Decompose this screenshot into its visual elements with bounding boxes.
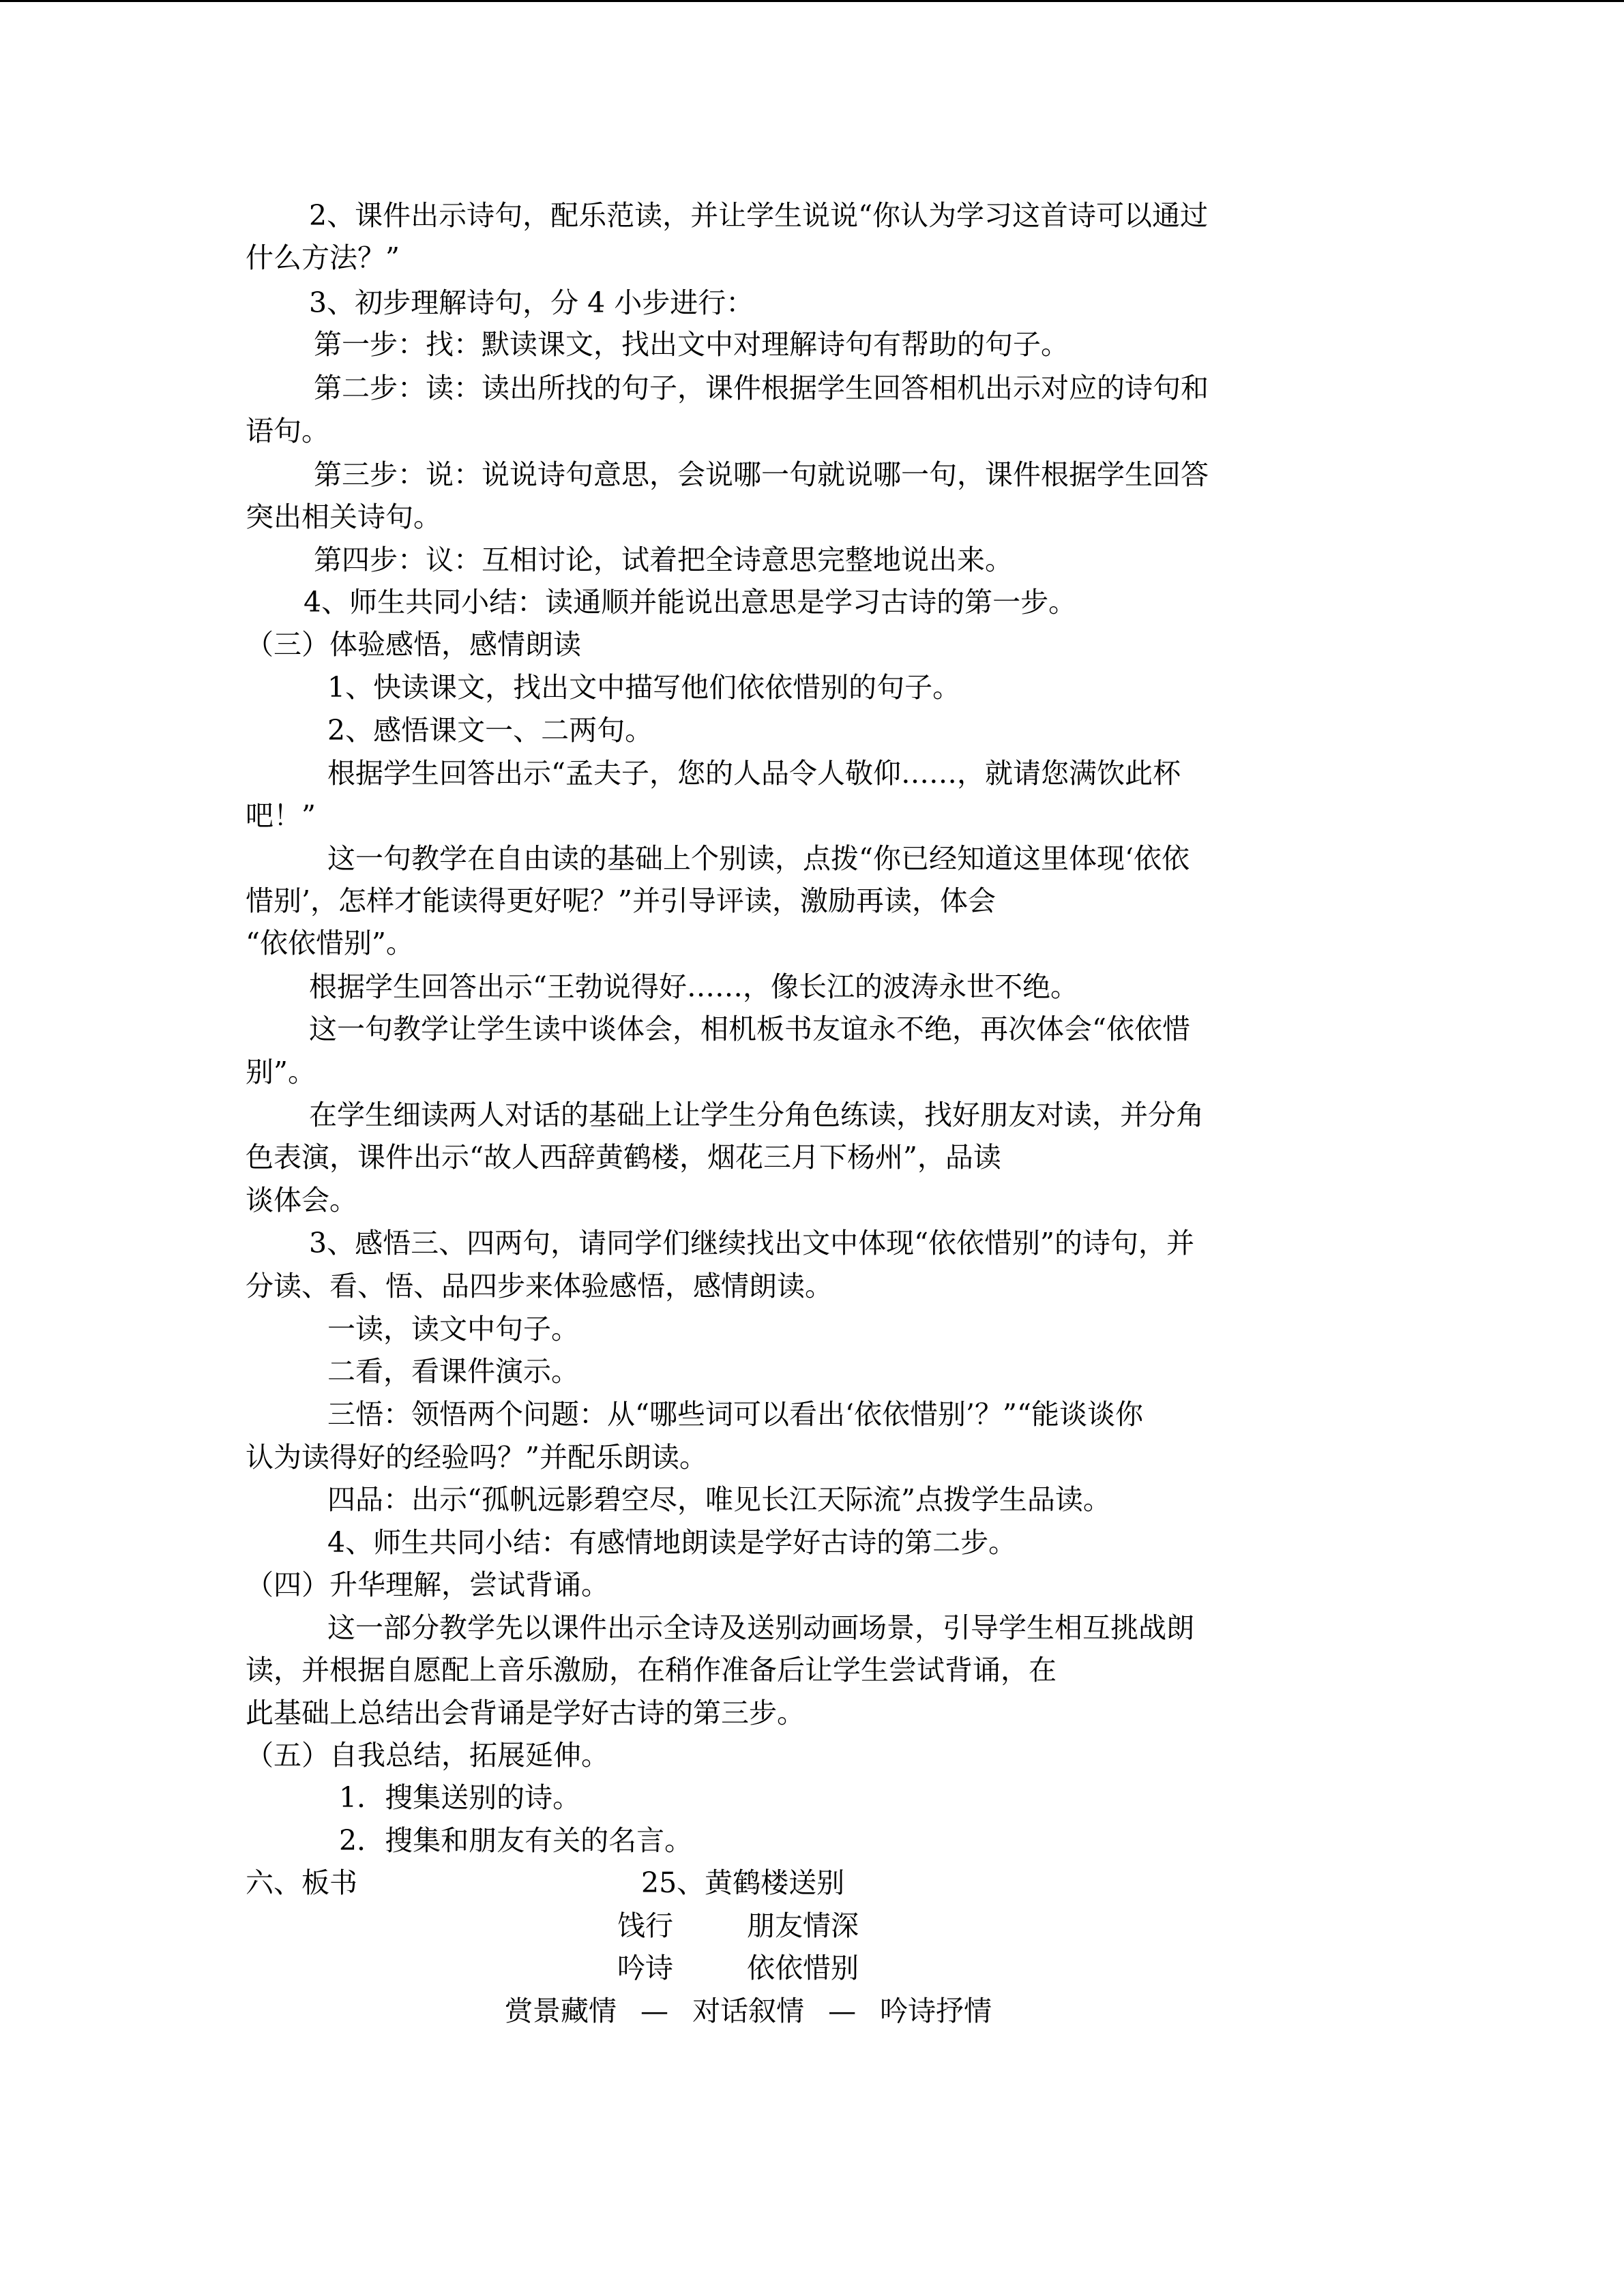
paragraph-line: 吧！”: [246, 799, 316, 832]
paragraph-line: 谈体会。: [246, 1184, 357, 1217]
top-border-line: [0, 0, 1624, 2]
board-summary: 赏景藏情 — 对话叙情 — 吟诗抒情: [505, 1995, 992, 2027]
paragraph-line: 这一句教学让学生读中谈体会，相机板书友谊永不绝，再次体会“依依惜: [309, 1013, 1190, 1045]
paragraph-line: 四品：出示“孤帆远影碧空尽，唯见长江天际流”点拨学生品读。: [327, 1483, 1111, 1516]
paragraph-line: 3、初步理解诗句，分 4 小步进行：: [309, 286, 754, 319]
paragraph-line: 色表演，课件出示“故人西辞黄鹤楼，烟花三月下杨州”，品读: [246, 1141, 1001, 1174]
board-item-recite: 吟诗: [617, 1952, 673, 1984]
section-heading: （五）自我总结，拓展延伸。: [246, 1739, 609, 1772]
paragraph-line: 惜别’，怎样才能读得更好呢？”并引导评读，激励再读，体会: [246, 884, 996, 917]
paragraph-line: 读，并根据自愿配上音乐激励，在稍作准备后让学生尝试背诵，在: [246, 1654, 1057, 1686]
paragraph-line: 3、感悟三、四两句，请同学们继续找出文中体现“依依惜别”的诗句，并: [309, 1227, 1195, 1259]
paragraph-line: 什么方法？”: [246, 241, 400, 274]
paragraph-line: 4、师生共同小结：读通顺并能说出意思是学习古诗的第一步。: [304, 586, 1077, 618]
paragraph-line: 分读、看、悟、品四步来体验感悟，感情朗读。: [246, 1270, 833, 1302]
paragraph-line: 2、课件出示诗句，配乐范读，并让学生说说“你认为学习这首诗可以通过: [309, 199, 1209, 232]
paragraph-line: 突出相关诗句。: [246, 501, 441, 533]
paragraph-line: 别”。: [246, 1056, 316, 1088]
paragraph-line: 这一句教学在自由读的基础上个别读，点拨“你已经知道这里体现‘依依: [327, 842, 1190, 875]
paragraph-line: 第三步：说：说说诗句意思，会说哪一句就说哪一句，课件根据学生回答: [314, 458, 1209, 491]
paragraph-line: 1．搜集送别的诗。: [339, 1781, 581, 1814]
paragraph-line: 4、师生共同小结：有感情地朗读是学好古诗的第二步。: [327, 1526, 1017, 1559]
section-heading: （四）升华理解，尝试背诵。: [246, 1568, 609, 1601]
paragraph-line: 第二步：读：读出所找的句子，课件根据学生回答相机出示对应的诗句和: [314, 372, 1209, 404]
paragraph-line: 2、感悟课文一、二两句。: [327, 714, 653, 747]
paragraph-line: 认为读得好的经验吗？”并配乐朗读。: [246, 1441, 707, 1474]
board-item-friendship: 朋友情深: [747, 1909, 859, 1942]
paragraph-line: 这一部分教学先以课件出示全诗及送别动画场景，引导学生相互挑战朗: [327, 1611, 1194, 1644]
board-heading: 六、板书: [246, 1866, 357, 1899]
paragraph-line: 根据学生回答出示“王勃说得好……，像长江的波涛永世不绝。: [309, 970, 1078, 1003]
paragraph-line: 第四步：议：互相讨论，试着把全诗意思完整地说出来。: [314, 543, 1013, 576]
board-title: 25、黄鹤楼送别: [641, 1866, 845, 1899]
paragraph-line: “依依惜别”。: [246, 927, 414, 959]
paragraph-line: 1、快读课文，找出文中描写他们依依惜别的句子。: [327, 671, 961, 704]
paragraph-line: 根据学生回答出示“孟夫子，您的人品令人敬仰……，就请您满饮此杯: [327, 757, 1181, 790]
paragraph-line: 2．搜集和朋友有关的名言。: [339, 1824, 693, 1857]
paragraph-line: 在学生细读两人对话的基础上让学生分角色练读，找好朋友对读，并分角: [309, 1099, 1204, 1131]
paragraph-line: 一读，读文中句子。: [327, 1313, 579, 1345]
paragraph-line: 语句。: [246, 415, 329, 447]
paragraph-line: 三悟：领悟两个问题：从“哪些词可以看出‘依依惜别’？”“能谈谈你: [327, 1398, 1143, 1431]
section-heading: （三）体验感悟，感情朗读: [246, 628, 581, 661]
paragraph-line: 此基础上总结出会背诵是学好古诗的第三步。: [246, 1697, 805, 1729]
board-item-parting: 依依惜别: [747, 1952, 859, 1984]
paragraph-line: 二看，看课件演示。: [327, 1355, 579, 1388]
board-item-farewell: 饯行: [617, 1909, 673, 1942]
paragraph-line: 第一步：找：默读课文，找出文中对理解诗句有帮助的句子。: [314, 328, 1069, 361]
